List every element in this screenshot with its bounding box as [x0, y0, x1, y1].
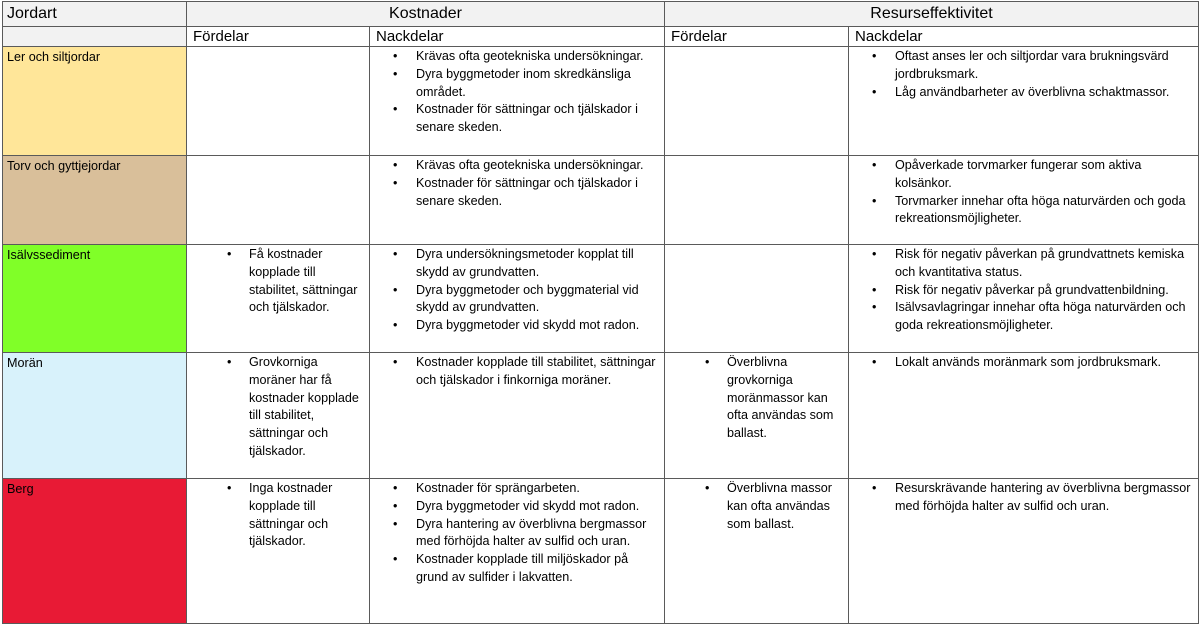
soil-type-cell: Isälvssediment [3, 245, 187, 353]
bullet-list [855, 480, 1192, 516]
header-row-groups [3, 2, 1199, 27]
bullet-list [855, 48, 1192, 101]
list-item: • Opåverkade torvmarker fungerar som aktiva kolsänkor. [855, 157, 1192, 193]
kostnader-fordelar-cell [187, 156, 370, 245]
header-row-subcolumns [3, 27, 1199, 47]
list-item: • Dyra byggmetoder inom skredkänsliga området. [376, 66, 658, 102]
bullet-list [193, 354, 363, 461]
soil-type-cell: Berg [3, 479, 187, 624]
resurs-fordelar-cell [665, 353, 849, 479]
list-item: • Inga kostnader kopplade till sättningar och tjälskador. [193, 480, 363, 551]
list-item: • Kostnader för sättningar och tjälskador i senare skeden. [376, 175, 658, 211]
list-item: • Krävas ofta geotekniska undersökningar. [376, 157, 658, 175]
table-row [3, 479, 1199, 624]
bullet-list [376, 354, 658, 390]
list-item: • Låg användbarheter av överblivna schaktmassor. [855, 84, 1192, 102]
table-row [3, 245, 1199, 353]
bullet-list [193, 480, 363, 551]
bullet-list [671, 480, 842, 533]
list-item: • Kostnader för sättningar och tjälskador i senare skeden. [376, 101, 658, 137]
table-row [3, 353, 1199, 479]
header-blank-cell [3, 27, 187, 47]
bullet-list [193, 246, 363, 317]
header-kostnader-nackdelar: Nackdelar [370, 27, 665, 47]
list-item: • Kostnader för sprängarbeten. [376, 480, 658, 498]
resurs-nackdelar-cell [849, 479, 1199, 624]
resurs-nackdelar-cell [849, 47, 1199, 156]
bullet-list [855, 157, 1192, 228]
table-row [3, 47, 1199, 156]
kostnader-nackdelar-cell [370, 156, 665, 245]
list-item: • Få kostnader kopplade till stabilitet, sättningar och tjälskador. [193, 246, 363, 317]
resurs-fordelar-cell [665, 245, 849, 353]
bullet-list [671, 354, 842, 443]
list-item: • Lokalt används moränmark som jordbruksmark. [855, 354, 1192, 372]
soil-type-cell: Ler och siltjordar [3, 47, 187, 156]
bullet-list [376, 246, 658, 335]
list-item: • Dyra byggmetoder vid skydd mot radon. [376, 498, 658, 516]
soil-comparison-table [2, 1, 1199, 624]
list-item: • Kostnader kopplade till stabilitet, sättningar och tjälskador i finkorniga moräner. [376, 354, 658, 390]
kostnader-fordelar-cell [187, 245, 370, 353]
kostnader-fordelar-cell [187, 353, 370, 479]
bullet-list [376, 157, 658, 210]
list-item: • Överblivna grovkorniga moränmassor kan ofta användas som ballast. [671, 354, 842, 443]
list-item: • Resurskrävande hantering av överblivna bergmassor med förhöjda halter av sulfid och uran. [855, 480, 1192, 516]
kostnader-nackdelar-cell [370, 245, 665, 353]
bullet-list [855, 354, 1192, 372]
bullet-list [376, 48, 658, 137]
resurs-nackdelar-cell [849, 156, 1199, 245]
header-resurseffektivitet: Resurseffektivitet [665, 2, 1199, 27]
list-item: • Grovkorniga moräner har få kostnader kopplade till stabilitet, sättningar och tjälskador. [193, 354, 363, 461]
soil-type-cell: Morän [3, 353, 187, 479]
list-item: • Risk för negativ påverkar på grundvattenbildning. [855, 282, 1192, 300]
resurs-fordelar-cell [665, 47, 849, 156]
header-jordart: Jordart [3, 2, 187, 27]
list-item: • Dyra undersökningsmetoder kopplat till skydd av grundvatten. [376, 246, 658, 282]
bullet-list [855, 246, 1192, 335]
resurs-fordelar-cell [665, 479, 849, 624]
list-item: • Dyra hantering av överblivna bergmassor med förhöjda halter av sulfid och uran. [376, 516, 658, 552]
bullet-list [376, 480, 658, 587]
list-item: • Isälvsavlagringar innehar ofta höga naturvärden och goda rekreationsmöjligheter. [855, 299, 1192, 335]
resurs-nackdelar-cell [849, 353, 1199, 479]
kostnader-nackdelar-cell [370, 47, 665, 156]
kostnader-nackdelar-cell [370, 353, 665, 479]
list-item: • Torvmarker innehar ofta höga naturvärden och goda rekreationsmöjligheter. [855, 193, 1192, 229]
list-item: • Överblivna massor kan ofta användas som ballast. [671, 480, 842, 533]
kostnader-nackdelar-cell [370, 479, 665, 624]
kostnader-fordelar-cell [187, 47, 370, 156]
resurs-nackdelar-cell [849, 245, 1199, 353]
table-row [3, 156, 1199, 245]
list-item: • Dyra byggmetoder vid skydd mot radon. [376, 317, 658, 335]
header-resurs-fordelar: Fördelar [665, 27, 849, 47]
list-item: • Kostnader kopplade till miljöskador på grund av sulfider i lakvatten. [376, 551, 658, 587]
header-resurs-nackdelar: Nackdelar [849, 27, 1199, 47]
resurs-fordelar-cell [665, 156, 849, 245]
list-item: • Dyra byggmetoder och byggmaterial vid skydd av grundvatten. [376, 282, 658, 318]
header-kostnader-fordelar: Fördelar [187, 27, 370, 47]
list-item: • Risk för negativ påverkan på grundvattnets kemiska och kvantitativa status. [855, 246, 1192, 282]
kostnader-fordelar-cell [187, 479, 370, 624]
list-item: • Krävas ofta geotekniska undersökningar. [376, 48, 658, 66]
soil-type-cell: Torv och gyttjejordar [3, 156, 187, 245]
table-body [3, 47, 1199, 624]
header-kostnader: Kostnader [187, 2, 665, 27]
list-item: • Oftast anses ler och siltjordar vara brukningsvärd jordbruksmark. [855, 48, 1192, 84]
